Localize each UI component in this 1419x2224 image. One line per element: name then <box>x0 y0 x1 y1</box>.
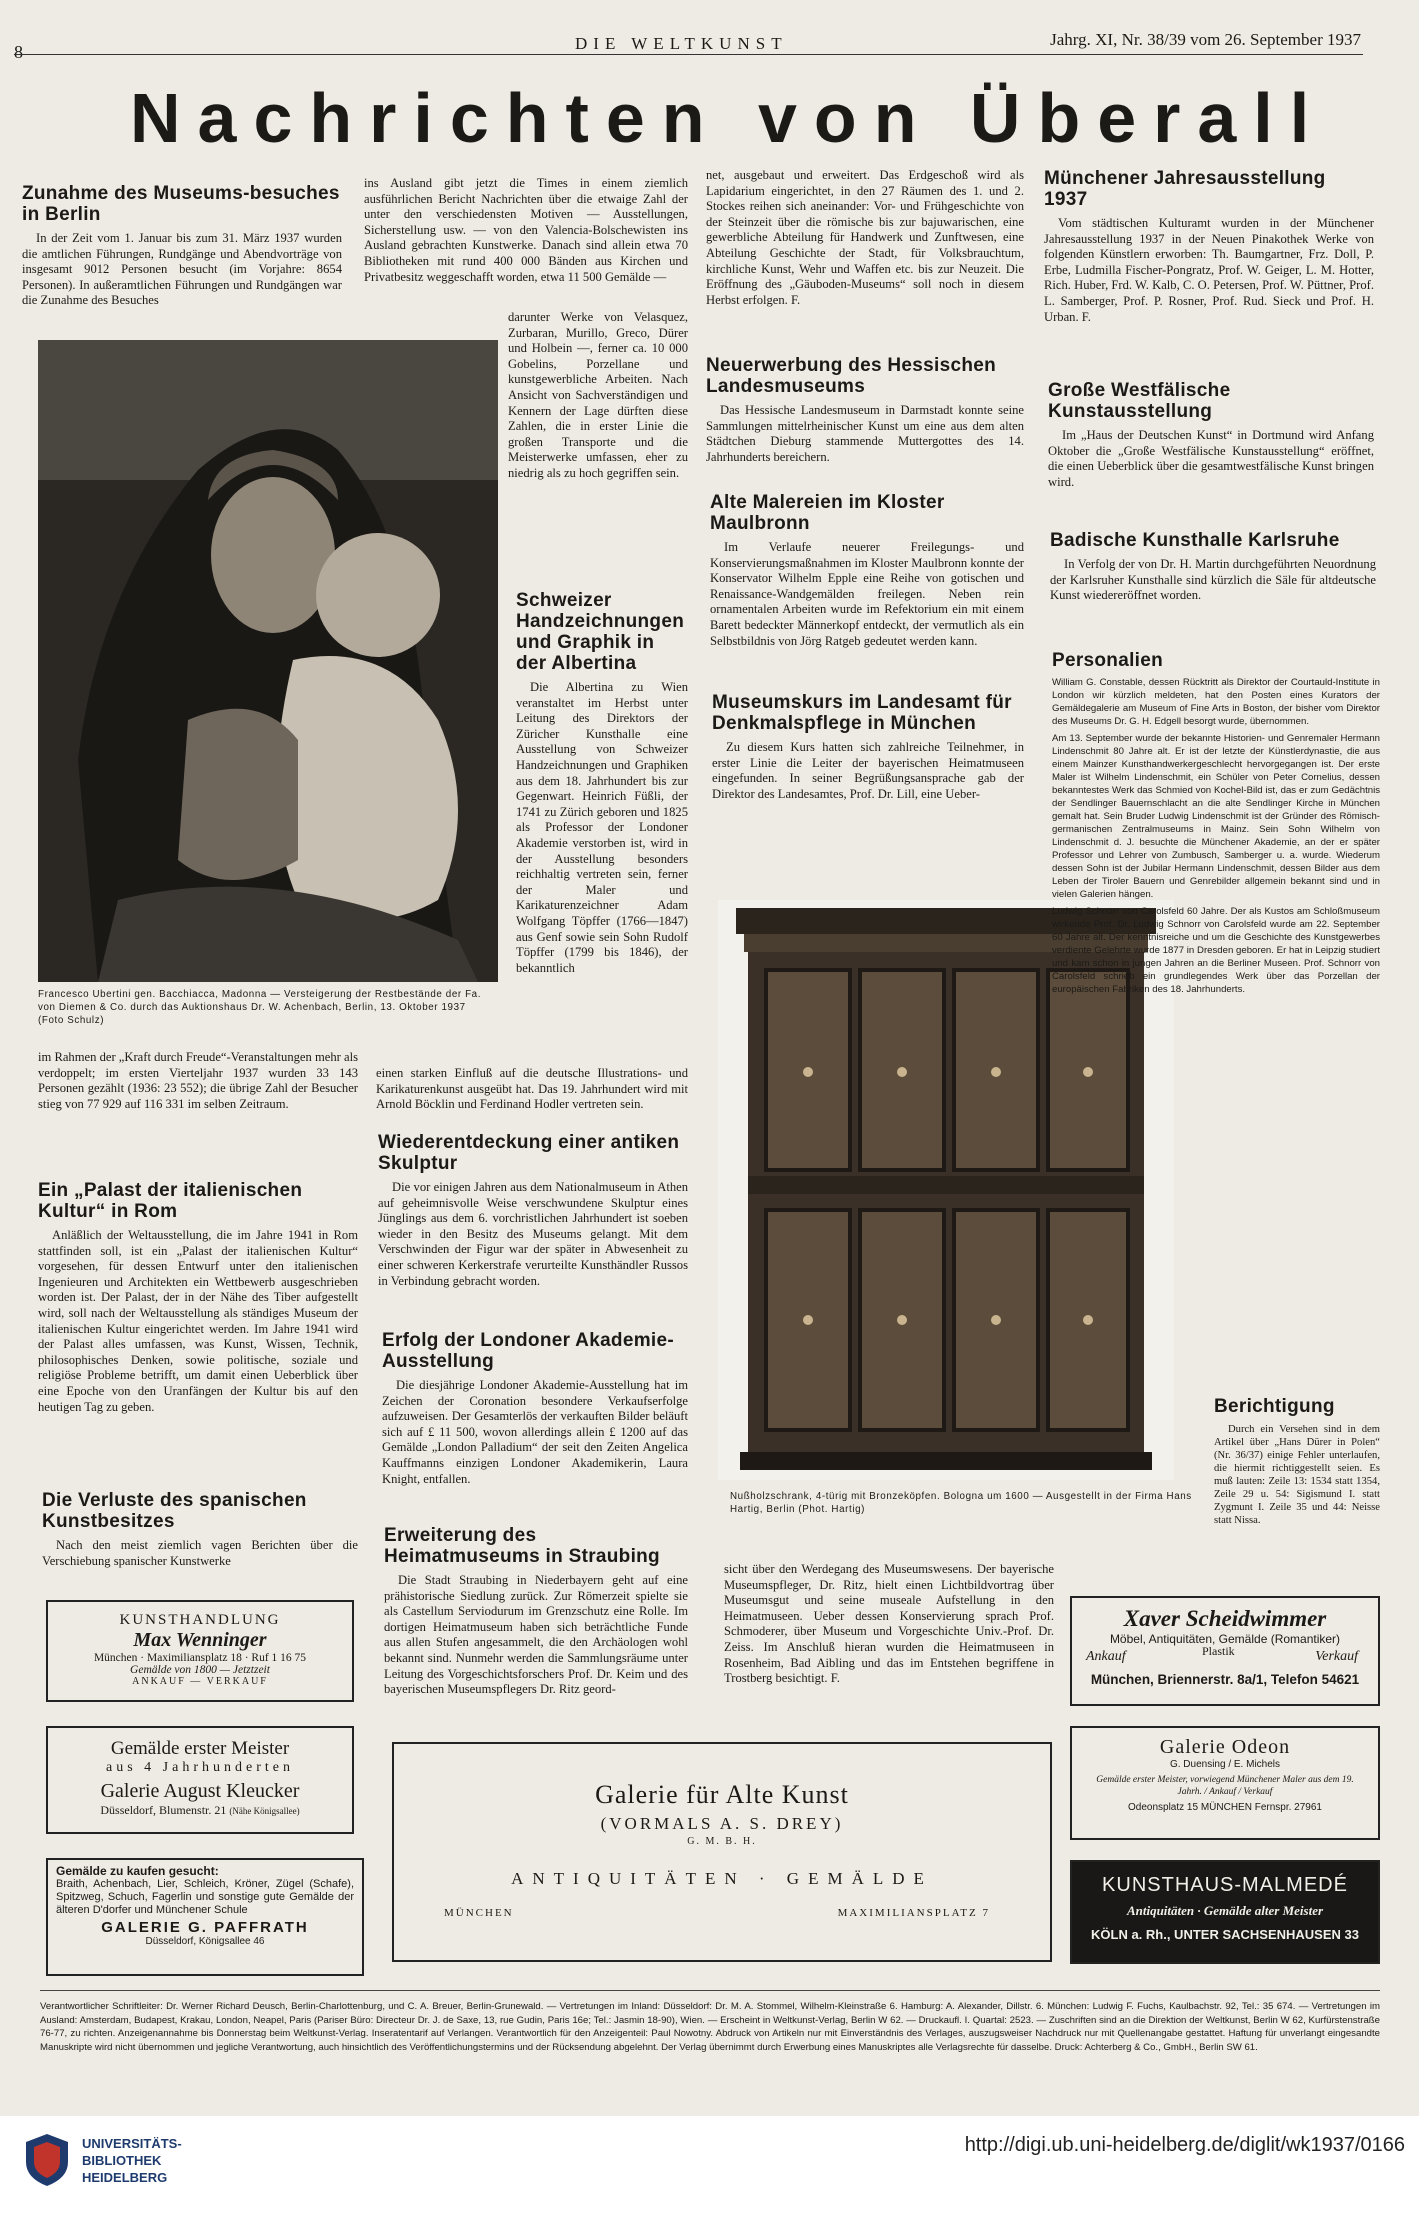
article-text: Zu diesem Kurs hatten sich zahlreiche Teilnehmer, in erster Linie die Leiter der bayerischen Heimatmuseen eingefunden. In seiner Begrüßungsansprache gab der Direktor des Landesamtes, Prof. Dr. Lill, eine Ueber- <box>712 740 1024 801</box>
ad-line: ANTIQUITÄTEN · GEMÄLDE <box>511 1869 933 1888</box>
library-name <box>82 2135 182 2186</box>
page-number: 8 <box>14 42 23 62</box>
article-title: Alte Malereien im Kloster Maulbronn <box>710 492 945 534</box>
article-title: Die Verluste des spanischen Kunstbesitzes <box>42 1490 307 1532</box>
ad-line: Galerie Odeon <box>1159 1736 1291 1758</box>
ad-line: München, Briennerstr. 8a/1, Telefon 54621 <box>1090 1672 1360 1687</box>
ad-kleucker <box>46 1726 354 1834</box>
article-title: Museumskurs im Landesamt für Denkmalspflege in München <box>712 692 1012 734</box>
article-text: Im Verlaufe neuerer Freilegungs- und Konservierungsmaßnahmen im Kloster Maulbronn konnte der Konservator Wilhelm Epple eine Reihe von gotischen und Renaissance-Wandgemälden freilegen. Neben rein ornamentalen Arbeiten wurde im Refektorium ein mit einem Barett bedeckter Männerkopf entdeckt, der vermutlich als ein Selbstbildnis von Jörg Ratgeb gedeutet werden kann. <box>710 540 1024 648</box>
ad-line: KUNSTHAUS-MALMEDÉ <box>1102 1874 1348 1896</box>
article-schweizer-cont <box>376 1066 688 1126</box>
library-logo-icon <box>22 2132 72 2188</box>
ad-line: Odeonsplatz 15 MÜNCHEN Fernspr. 27961 <box>1128 1802 1322 1813</box>
ad-scheidwimmer <box>1070 1596 1380 1706</box>
header-rule <box>14 54 1363 55</box>
ad-line: Gemälde erster Meister <box>110 1738 290 1759</box>
ad-line: Gemälde von 1800 — Jetztzeit <box>130 1664 270 1676</box>
cabinet-caption: Nußholzschrank, 4-türig mit Bronzeköpfen. Bologna um 1600 — Ausgestellt in der Firma Hans Hartig, Berlin (Phot. Hartig) <box>730 1491 1192 1515</box>
article-title: Schweizer Handzeichnungen und Graphik in der Albertina <box>516 590 685 674</box>
article-title: Personalien <box>1052 650 1164 671</box>
source-url-link[interactable]: http://digi.ub.uni-heidelberg.de/diglit/wk1937/0166 <box>964 2134 1405 2156</box>
library-name-line: HEIDELBERG <box>82 2170 168 2185</box>
ad-drey-city-row <box>394 1907 1050 1931</box>
ad-line: Düsseldorf, Blumenstr. 21 <box>100 1803 227 1817</box>
article-title: Zunahme des Museums-besuches in Berlin <box>22 183 340 225</box>
imprint-footer: Verantwortlicher Schriftleiter: Dr. Werner Richard Deusch, Berlin-Charlottenburg, und C. A. Breuer, Berlin-Grunewald. — Vertretungen im Inland: Düsseldorf: Dr. M. A. Stommel, Wilhelm-Kleinstraße 6. Hamburg: A. Alexander, Dillstr. 6. München: Ludwig F. Fuchs, Kaulbachstr. 92, Tel.: 35 674. — Vertretungen im Ausland: Amsterdam, Budapest, Krakau, London, Neapel, Paris (Pariser Büro: Directeur Dr. J. de Saxe, 13, rue Gudin, Paris 16e; Tel.: Jasmin 18-90), Wien. — Erscheint in Weltkunst-Verlag, Berlin W 62. — Druckaufl. I. Quartal: 2523. — Zuschriften sind an die Direktion der Weltkunst, Berlin W 62, Kurfürstenstraße 76-77, zu richten. Anzeigenannahme bis Donnerstag beim Weltkunst-Verlag. Inseratentarif auf Verlangen. Verantwortlich für den Anzeigenteil: Paul Nowotny. Abdruck von Artikeln nur mit Einverständnis des Verlages, auszugsweiser Nachdruck nur mit Quellenangabe gestattet. Haftung für unverlangt eingesandte Manuskripte wird nicht übernommen und jegliche Verantwortung, auch hinsichtlich des Veröffentlichungstermins und der Rücksendung abgelehnt. Der Verlag übernimmt durch Erwerbung eines Manuskriptes alle Verlagsrechte für dasselbe. Druck: Achterberg & Co., GmbH., Berlin SW 61. <box>40 2001 1380 2053</box>
ad-line: (VORMALS A. S. DREY) <box>600 1814 844 1833</box>
article-text: im Rahmen der „Kraft durch Freude“-Veranstaltungen mehr als verdoppelt; im ersten Vierteljahr 1937 wurden 33 143 Personen gezählt (1936: 23 552); die übrige Zahl der Besucher stieg von 77 929 auf 116 331 im selben Zeitraum. <box>38 1050 358 1111</box>
article-text: Die diesjährige Londoner Akademie-Ausstellung hat im Zeichen der Coronation besondere Verkaufserfolge aufzuweisen. Der Gesamterlös der verkauften Bilder beläuft sich auf £ 11 500, wovon allerdings allein £ 1200 auf das Gemälde „London Palladium“ der seit den Zeiten Angelica Kauffmanns einzigen Londoner Akademikerin, Laura Knight, entfallen. <box>382 1378 688 1486</box>
article-maulbronn <box>710 492 1024 687</box>
page-header <box>0 28 1419 62</box>
article-spanien-intro <box>364 176 688 311</box>
library-name-line: BIBLIOTHEK <box>82 2153 162 2168</box>
article-text: sicht über den Werdegang des Museumswesens. Der bayerische Museumspfleger, Dr. Ritz, hielt einen Lichtbildvortrag über Museumsgut und seine museale Aufstellung in den Heimatmuseen. Ueber dessen Konservierung sprach Prof. Schmoderer, über Museum und Vorgeschichte Univ.-Prof. Dr. Zeiss. Im Anschluß hieran wurden die Heimatmuseen in Rosenheim, Bad Aibling und das im Entstehen begriffene in Trostberg besichtigt. F. <box>724 1562 1054 1686</box>
page-headline: Nachrichten von Überall <box>130 79 1327 157</box>
article-text: Die Stadt Straubing in Niederbayern geht auf eine prähistorische Siedlung zurück. Zur Römerzeit spielte sie als Castellum Serviodurum im Grenzschutz eine Rolle. Im dortigen Heimatmuseum haben sich beträchtliche Funde aus allen Stufen angesammelt, die den Archäologen wohl bekannt sind. Nunmehr werden die Sammlungsräume unter Leitung des Vorgeschichtsforschers Prof. Dr. Keim und des bayerischen Museumspflegers Dr. Ritz geord- <box>384 1573 688 1697</box>
ad-line: aus 4 Jahrhunderten <box>106 1760 294 1775</box>
article-title: Erweiterung des Heimatmuseums in Straubing <box>384 1525 660 1567</box>
ad-line: Galerie August Kleucker <box>100 1780 300 1802</box>
ad-line: G. M. B. H. <box>687 1836 757 1847</box>
article-verluste <box>42 1490 358 1600</box>
ad-line: GALERIE G. PAFFRATH <box>101 1919 309 1936</box>
article-personalien <box>1052 676 1380 1396</box>
article-spanien-cont <box>508 310 688 562</box>
article-museumsbesuch-cont <box>38 1050 358 1170</box>
madonna-caption: Francesco Ubertini gen. Bacchiacca, Madonna — Versteigerung der Restbestände der Fa. von Diemen & Co. durch das Auktionshaus Dr. W. Achenbach, Berlin, 13. Oktober 1937 (Foto Schulz) <box>38 989 482 1026</box>
footer-rule <box>40 1990 1380 1991</box>
issue-line: Jahrg. XI, Nr. 38/39 vom 26. September 1937 <box>1050 30 1361 49</box>
ad-line: Gemälde erster Meister, vorwiegend Münchener Maler aus dem 19. Jahrh. / Ankauf / Verkauf <box>1096 1775 1354 1797</box>
ad-wenninger <box>46 1600 354 1702</box>
article-text: In der Zeit vom 1. Januar bis zum 31. März 1937 wurden die amtlichen Führungen, Rundgänge und Abendvorträge von insgesamt 9012 Personen besucht (im Vorjahre: 8654 Personen). In außeramtlichen Führungen und Rundgängen war die Zunahme des Besuches <box>22 231 342 308</box>
article-london <box>382 1330 688 1518</box>
ad-line: Max Wenninger <box>133 1629 267 1651</box>
ad-paffrath <box>46 1858 364 1976</box>
article-text: Die vor einigen Jahren aus dem Nationalmuseum in Athen auf geheimnisvolle Weise verschwundene Skulptur eines Jünglings aus dem 6. vorchristlichen Jahrhundert ist soeben wieder in den Besitz des Museums gelangt. Mit dem Verschwinden der Figur war der später in Abwesenheit zu einer schweren Kerkerstrafe verurteilte Kunsthändler Russos in Verbindung gebracht worden. <box>378 1180 688 1288</box>
ad-line: KÖLN a. Rh., UNTER SACHSENHAUSEN 33 <box>1091 1927 1359 1942</box>
article-title: Münchener Jahresausstellung 1937 <box>1044 168 1326 210</box>
madonna-image <box>38 340 498 982</box>
article-text: einen starken Einfluß auf die deutsche Illustrations- und Karikaturenkunst ausgeübt hat. Das 19. Jahrhundert wird mit Arnold Böcklin und Ferdinand Hodler vertreten sein. <box>376 1066 688 1112</box>
article-skulptur <box>378 1132 688 1322</box>
library-name-line: UNIVERSITÄTS- <box>82 2136 182 2151</box>
article-hessen <box>706 355 1024 485</box>
personalien-text-1: William G. Constable, dessen Rücktritt als Direktor der Courtauld-Institute in London wir kürzlich meldeten, hat den Posten eines Kurators der Gemäldegalerie am Museum of Fine Arts in Boston, der bisher vom Direktor des Museums Dr. G. H. Edgell besorgt wurde, übernommen. <box>1052 677 1380 727</box>
ad-line: KUNSTHANDLUNG <box>119 1612 281 1628</box>
article-text: In Verfolg der von Dr. H. Martin durchgeführten Neuordnung der Karlsruher Kunsthalle sind kürzlich die Säle für altdeutsche Kunst wiedereröffnet worden. <box>1050 557 1376 603</box>
ad-line: Düsseldorf, Königsallee 46 <box>145 1936 265 1947</box>
ad-line: MÜNCHEN <box>444 1907 514 1919</box>
article-title: Neuerwerbung des Hessischen Landesmuseums <box>706 355 997 397</box>
article-title: Erfolg der Londoner Akademie-Ausstellung <box>382 1330 674 1372</box>
article-title: Ein „Palast der italienischen Kultur“ in Rom <box>38 1180 303 1222</box>
article-text: Anläßlich der Weltausstellung, die im Jahre 1941 in Rom stattfinden soll, ist ein „Palast der italienischen Kultur“ vorgesehen, für dessen Entwurf unter den italienischen Ingenieuren und Architekten ein Wettbewerb ausgeschrieben worden ist. Der Palast, der in der Nähe des Tiber aufgestellt wird, soll nach der Weltausstellung als ständiges Museum der italienischen Kultur eingerichtet werden. Im Jahre 1941 wird der Palast alles umfassen, was Kunst, Wissen, Technik, philosophisches Denken, sowie politische, soziale und religiöse Probleme betrifft, um damit einen Ueberblick über eine Epoche von den Uranfängen der Kultur bis auf den heutigen Tag zu geben. <box>38 1228 358 1414</box>
ad-line: Gemälde zu kaufen gesucht: <box>56 1864 219 1878</box>
ad-line: MAXIMILIANSPLATZ 7 <box>837 1907 990 1919</box>
ad-line: G. Duensing / E. Michels <box>1169 1759 1281 1770</box>
ad-line: Antiquitäten · Gemälde alter Meister <box>1126 1903 1324 1918</box>
article-text: Vom städtischen Kulturamt wurden in der Münchener Jahresausstellung 1937 in der Neuen Pinakothek Werke von folgenden Künstlern erworben: Th. Baumgartner, Frz. Doll, P. Erbe, Ludmilla Fischer-Pongratz, Prof. W. Geiger, L. M. Hotter, Rich. Huber, Frd. W. Kalb, C. O. Petersen, Prof. W. Püttner, Prof. L. Samberger, Prof. P. Rosner, Prof. Rud. Sieck und Prof. H. Urban. F. <box>1044 216 1374 324</box>
article-text: Im „Haus der Deutschen Kunst“ in Dortmund wird Anfang Oktober die „Große Westfälische Kunstausstellung“ eröffnet, die einen Ueberblick über die gesamtwestfälische Kunst bringen wird. <box>1048 428 1374 489</box>
article-text: Durch ein Versehen sind in dem Artikel über „Hans Dürer in Polen“ (Nr. 36/37) einige Fehler unterlaufen, die hiermit richtiggestellt seien. Es muß lauten: Zeile 13: 1534 statt 1354, Zeile 29 u. 54: Sigismund I. statt Zygmunt I. Zeile 35 und 44: Neisse statt Nissa. <box>1214 1424 1380 1526</box>
article-text: ins Ausland gibt jetzt die Times in einem ziemlich ausführlichen Bericht Nachrichten über die etwaige Zahl der unter den verschiedensten Motiven — Ausstellungen, Sicherstellung usw. — von den Valencia-Bolschewisten ins Ausland gebrachten Kunstwerke. Danach sind allein etwa 70 Bibliotheken mit rund 400 000 Bänden aus Kirchen und Privatbesitz weggeschafft worden, etwa 11 500 Gemälde — <box>364 176 688 284</box>
ad-drey <box>392 1742 1052 1962</box>
ad-line: Galerie für Alte Kunst <box>595 1780 849 1809</box>
article-westfalen <box>1048 380 1374 520</box>
masthead: DIE WELTKUNST <box>575 34 788 53</box>
article-berichtigung <box>1214 1396 1380 1566</box>
ad-line: Braith, Achenbach, Lier, Schleich, Kröner, Zügel (Schafe), Spitzweg, Schuch, Fagerlin und sonstige gute Gemälde der älteren D'dorfer und Münchener Schule <box>56 1878 354 1916</box>
article-straubing <box>384 1525 688 1755</box>
article-text: darunter Werke von Velasquez, Zurbaran, Murillo, Greco, Dürer und Holbein —, ferner ca. 10 000 Gobelins, Porzellane und kunstgewerbliche Arbeiten. Nach Ansicht von Sachverständigen und Kennern der Lage dürften diese Zahlen, die in erster Linie die großen Transporte und die Meisterwerke umfassen, eher zu niedrig als zu hoch gegriffen sein. <box>508 310 688 480</box>
article-title: Badische Kunsthalle Karlsruhe <box>1050 530 1340 551</box>
personalien-text-2: Am 13. September wurde der bekannte Historien- und Genremaler Hermann Lindenschmit 80 Jahre alt. Er ist der letzte der Künstlerdynastie, die aus einem Mainzer Kunsthandwerkergeschlecht hervorgegangen ist. Der erste Maler ist Wilhelm Lindenschmit, ein Schüler von Peter Cornelius, dessen bekanntestes Werk das Schmied von Kochel-Bild ist, das er zum Gedächtnis der Sendlinger Bauernschlacht an die alte Sendlinger Kirche in München gemalt hat. Sein Bruder Ludwig Lindenschmit ist der Gründer des Römisch-germanischen Zentralmuseums in Mainz. Sein Sohn Wilhelm von Lindenschmit d. J. besuchte die Münchener Akademie, an der er später Professor und Lehrer von Zumbusch, Samberger u. a. wurde. Wiederum dessen Sohn ist der Jubilar Hermann Lindenschmit, dessen Bilder aus dem Leben der Tiroler Bauern und Genrebilder allgemein bekannt sind und in vielen Galerien hängen. <box>1052 733 1380 900</box>
article-straubing-cont <box>706 168 1024 346</box>
article-text: net, ausgebaut und erweitert. Das Erdgeschoß wird als Lapidarium eingerichtet, in den 27 Räumen des 1. und 2. Stockes reihen sich aneinander: Vor- und Frühgeschichte von der Steinzeit über die römische bis zur bajuwarischen, eine gewerbliche Abteilung für Handwerk und Zunftwesen, eine Abteilung Geschichte der Stadt, für Volksbrauchtum, kirchliche Kunst, Wehr und Waffen etc. bis zur Neuzeit. Die Eröffnung des „Gäuboden-Museums“ soll noch in diesem Herbst erfolgen. F. <box>706 168 1024 307</box>
madonna-photo <box>38 340 498 982</box>
ad-line: München · Maximiliansplatz 18 · Ruf 1 16 75 <box>93 1652 307 1664</box>
article-museumsbesuch <box>22 183 342 333</box>
ad-line: Plastik <box>1202 1644 1235 1658</box>
ad-scheidwimmer-row <box>1072 1646 1378 1666</box>
ad-line: (Nähe Königsallee) <box>229 1806 300 1816</box>
article-museumskurs <box>712 692 1024 892</box>
article-text: Nach den meist ziemlich vagen Berichten über die Verschiebung spanischer Kunstwerke <box>42 1538 358 1568</box>
ad-line: Xaver Scheidwimmer <box>1123 1606 1327 1631</box>
article-museumskurs-cont <box>724 1562 1054 1722</box>
library-banner <box>0 2116 1419 2224</box>
ad-malmede <box>1070 1860 1380 1964</box>
ad-line: ANKAUF — VERKAUF <box>132 1676 268 1687</box>
article-schweizer <box>516 590 688 1060</box>
ad-line: Ankauf <box>1086 1649 1126 1664</box>
article-text: Die Albertina zu Wien veranstaltet im Herbst unter Leitung des Direktors der Züricher Kunsthalle eine Ausstellung von Schweizer Handzeichnungen und Graphiken aus dem 18. Jahrhundert bis zur Gegenwart. Heinrich Füßli, der 1741 zu Zürich geboren und 1825 als Professor der Londoner Akademie verstorben ist, wird in der Ausstellung besonders reichhaltig vertreten sein, ferner der Maler und Karikaturenzeichner Adam Wolfgang Töpffer (1766—1847) aus Genf sowie sein Sohn Rudolf Töpffer (1799 bis 1846), der bekanntlich <box>516 680 688 975</box>
article-muenchen <box>1044 168 1374 368</box>
article-title: Berichtigung <box>1214 1396 1335 1417</box>
ad-line: Möbel, Antiquitäten, Gemälde (Romantiker) <box>1109 1632 1341 1646</box>
personalien-text-3: Ludwig Schnorr von Carolsfeld 60 Jahre. Der als Kustos am Schloßmuseum wirkende Prof. Dr. Ludwig Schnorr von Carolsfeld wurde am 22. September 60 Jahre alt. Der kenntnisreiche und um die Geschichte des Kunstgewerbes verdiente Gelehrte wurde 1877 in Dresden geboren. Er hat in Leipzig studiert und kam schon in jungen Jahren an die Berliner Museen. Prof. Schnorr von Carolsfeld schrieb ein grundlegendes Werk über das Porzellan der europäischen Fabriken des 18. Jahrhunderts. <box>1052 906 1380 995</box>
article-karlsruhe <box>1050 530 1376 640</box>
article-title: Große Westfälische Kunstausstellung <box>1048 380 1231 422</box>
article-title: Wiederentdeckung einer antiken Skulptur <box>378 1132 680 1174</box>
article-palast <box>38 1180 358 1480</box>
ad-line: Verkauf <box>1315 1649 1358 1664</box>
ad-address <box>48 1803 352 1818</box>
article-text: Das Hessische Landesmuseum in Darmstadt konnte seine Sammlungen mittelrheinischer Kunst um eine aus dem alten Städtchen Dieburg stammende Muttergottes des 14. Jahrhunderts bereichern. <box>706 403 1024 464</box>
ad-odeon <box>1070 1726 1380 1840</box>
